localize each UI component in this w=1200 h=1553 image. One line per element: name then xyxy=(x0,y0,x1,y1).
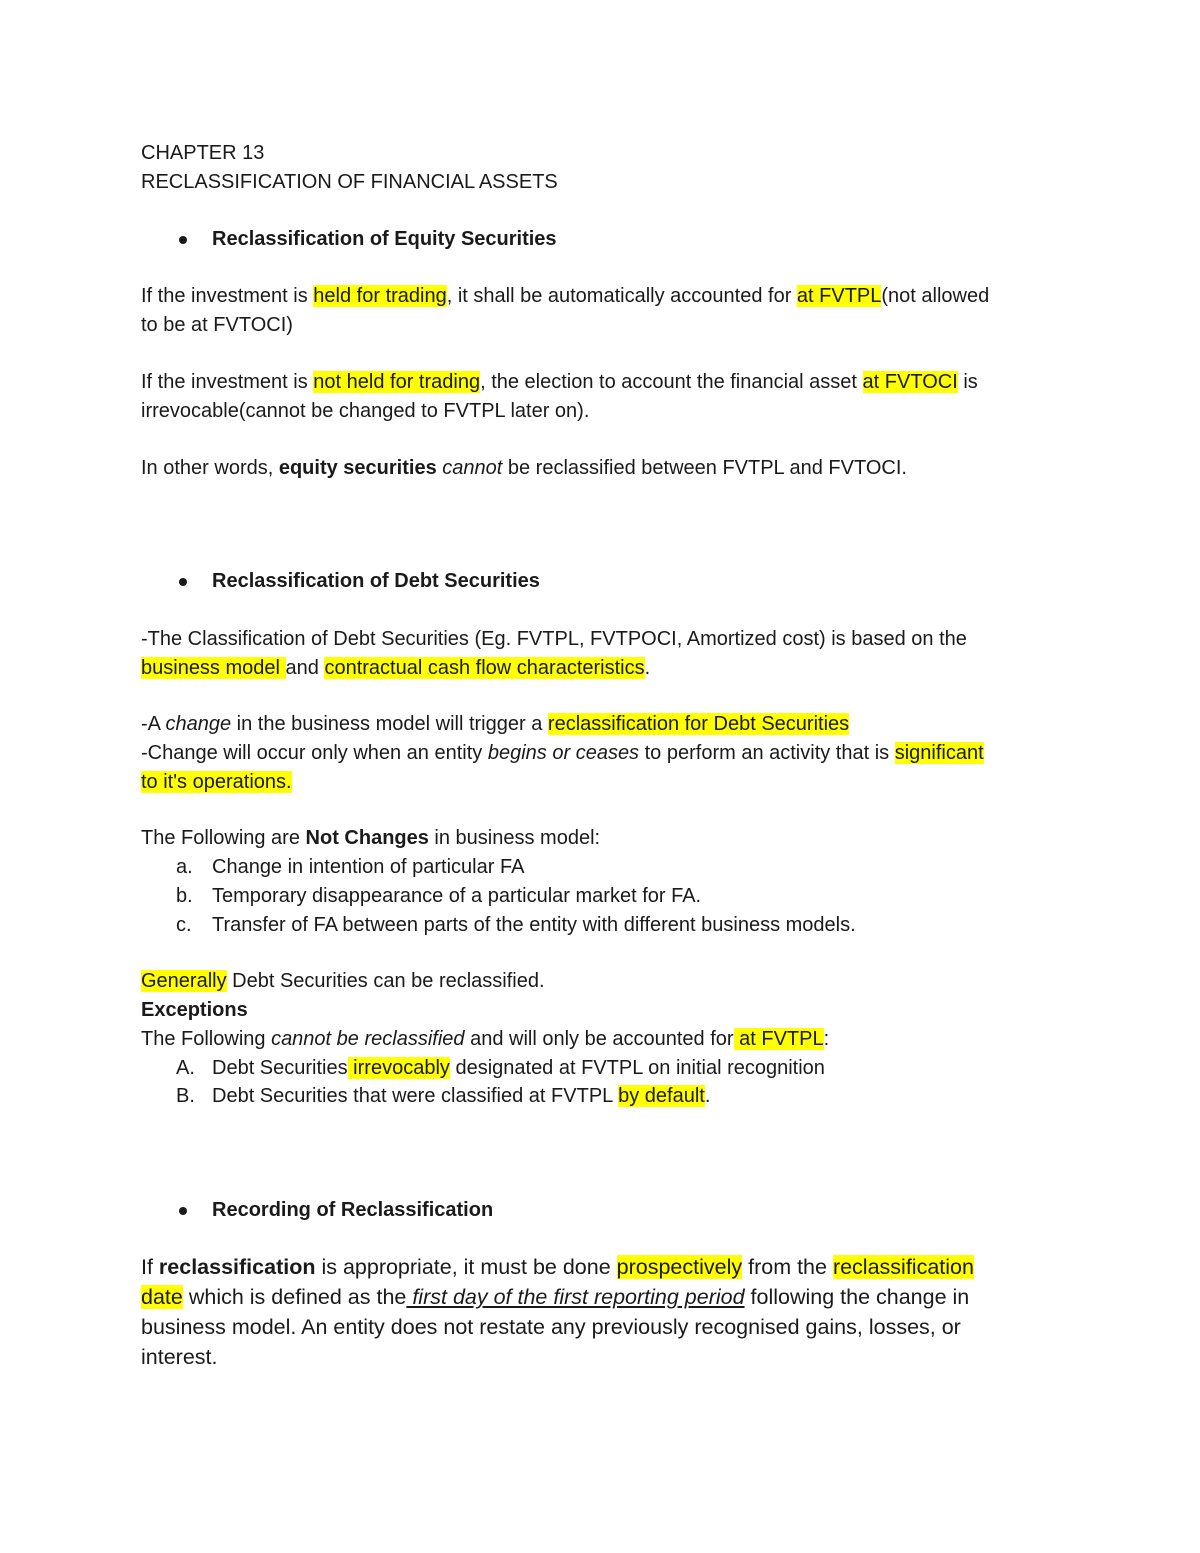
debt-paragraph-3: -Change will occur only when an entity begins or ceases to perform an activity that is significant xyxy=(141,742,984,764)
highlight: reclassification xyxy=(832,1255,974,1279)
equity-paragraph-2-line-2: irrevocable(cannot be changed to FVTPL later on). xyxy=(141,400,590,422)
bullet-icon xyxy=(179,1207,187,1215)
chapter-title: RECLASSIFICATION OF FINANCIAL ASSETS xyxy=(141,171,558,193)
debt-paragraph-2: -A change in the business model will trigger a reclassification for Debt Securities xyxy=(141,713,850,735)
highlight: significant xyxy=(894,742,984,764)
equity-paragraph-3: In other words, equity securities cannot be reclassified between FVTPL and FVTOCI. xyxy=(141,457,907,479)
list-item: c. Transfer of FA between parts of the entity with different business models. xyxy=(176,914,856,936)
exceptions-intro: The Following cannot be reclassified and will only be accounted for at FVTPL: xyxy=(141,1028,830,1050)
equity-paragraph-2: If the investment is not held for trading, the election to account the financial asset at FVTOCI is xyxy=(141,371,978,393)
generally-paragraph: Generally Debt Securities can be reclassified. xyxy=(141,970,545,992)
debt-paragraph-1-line-2: business model and contractual cash flow characteristics. xyxy=(141,657,651,679)
bullet-icon xyxy=(179,236,187,244)
debt-paragraph-3-line-2 xyxy=(141,768,292,797)
highlight: contractual cash flow characteristics xyxy=(324,657,645,679)
recording-paragraph: If reclassification is appropriate, it must be done prospectively from the reclassification xyxy=(141,1255,974,1279)
recording-paragraph-line-2: date which is defined as the first day of the first reporting period following the change in xyxy=(141,1285,970,1309)
list-item: B. Debt Securities that were classified at FVTPL by default. xyxy=(176,1085,711,1107)
highlight: reclassification for Debt Securities xyxy=(547,713,850,735)
exceptions-label: Exceptions xyxy=(141,999,248,1021)
recording-paragraph-line-3: business model. An entity does not restate any previously recognised gains, losses, or xyxy=(141,1315,961,1339)
chapter-label: CHAPTER 13 xyxy=(141,142,265,164)
highlight: Generally xyxy=(141,970,227,992)
highlight: by default xyxy=(618,1085,705,1107)
highlight: held for trading xyxy=(313,285,447,307)
highlight: at FVTOCI xyxy=(862,371,958,393)
debt-paragraph-1: -The Classification of Debt Securities (Eg. FVTPL, FVTPOCI, Amortized cost) is based on the xyxy=(141,628,967,650)
highlight: irrevocably xyxy=(347,1057,450,1079)
list-item: A. Debt Securities irrevocably designated at FVTPL on initial recognition xyxy=(176,1057,825,1079)
list-item: b. Temporary disappearance of a particular market for FA. xyxy=(176,885,702,907)
recording-paragraph-line-4: interest. xyxy=(141,1345,218,1369)
highlight: at FVTPL xyxy=(796,285,882,307)
equity-paragraph-1: If the investment is held for trading, it shall be automatically accounted for at FVTPL(not allowed xyxy=(141,285,990,307)
highlight: business model xyxy=(141,657,286,679)
highlight: date xyxy=(141,1285,183,1309)
list-item: a. Change in intention of particular FA xyxy=(176,856,525,878)
highlight: at FVTPL xyxy=(733,1028,824,1050)
highlight: prospectively xyxy=(616,1255,743,1279)
highlight: to it's operations. xyxy=(141,771,292,793)
equity-paragraph-1-line-2: to be at FVTOCI) xyxy=(141,314,293,336)
highlight: not held for trading xyxy=(313,371,481,393)
bullet-icon xyxy=(179,578,187,586)
not-changes-intro: The Following are Not Changes in business model: xyxy=(141,827,601,849)
